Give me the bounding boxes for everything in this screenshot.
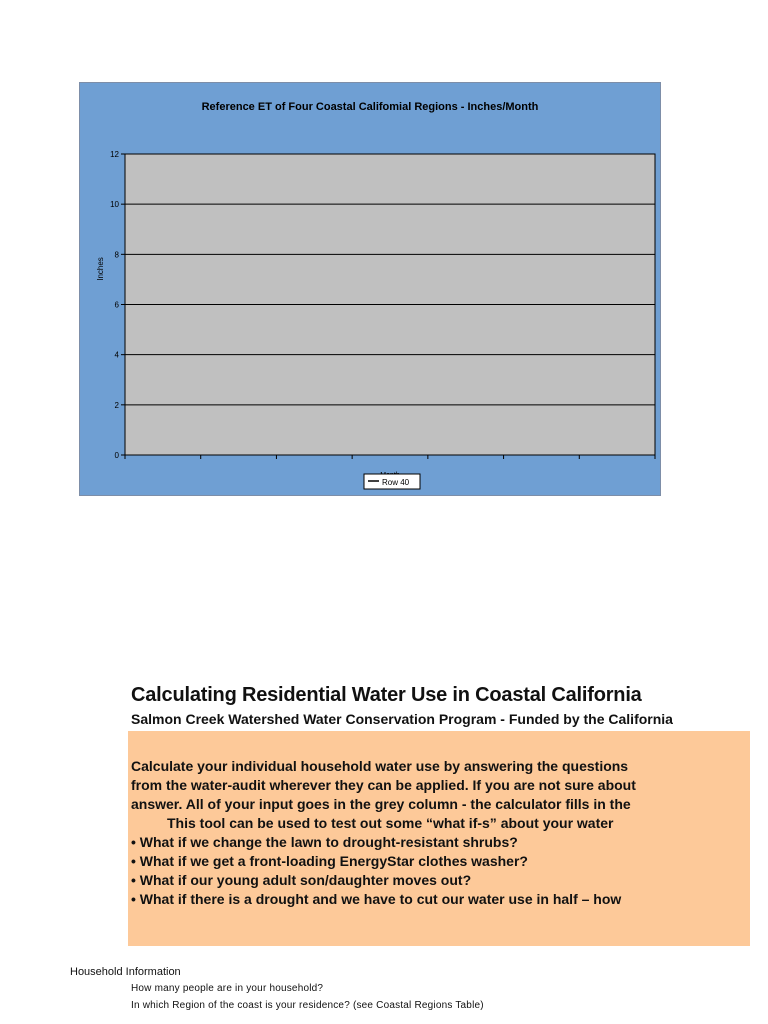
bullet-item: • What if we change the lawn to drought-resistant shrubs?: [131, 834, 518, 850]
page-subtitle: Salmon Creek Watershed Water Conservation Program - Funded by the California: [131, 711, 673, 727]
y-tick-label: 10: [110, 200, 119, 210]
y-tick-label: 4: [114, 350, 119, 360]
y-axis-label: Inches: [96, 257, 105, 281]
household-heading: Household Information: [70, 966, 181, 978]
bullet-item: • What if there is a drought and we have to cut our water use in half – how: [131, 891, 622, 907]
household-question: In which Region of the coast is your residence? (see Coastal Regions Table): [131, 1000, 484, 1011]
intro-text: [131, 757, 690, 909]
y-tick-label: 8: [114, 250, 119, 260]
intro-line: answer. All of your input goes in the grey column - the calculator fills in the: [131, 796, 631, 812]
y-tick-label: 2: [114, 400, 119, 410]
chart-title: Reference ET of Four Coastal Califomial Regions - Inches/Month: [201, 101, 539, 113]
intro-line: This tool can be used to test out some “what if-s” about your water: [167, 815, 614, 831]
intro-line: from the water-audit wherever they can be applied. If you are not sure about: [131, 777, 636, 793]
page-title: Calculating Residential Water Use in Coastal California: [131, 684, 642, 706]
household-question: How many people are in your household?: [131, 983, 324, 994]
legend-label: Row 40: [382, 478, 410, 487]
y-tick-label: 0: [114, 451, 119, 460]
bullet-item: • What if our young adult son/daughter moves out?: [131, 872, 472, 888]
bullet-item: • What if we get a front-loading EnergyStar clothes washer?: [131, 853, 528, 869]
intro-line: Calculate your individual household water use by answering the questions: [131, 758, 629, 774]
y-tick-label: 12: [110, 150, 119, 159]
intro-box: [128, 731, 750, 946]
y-tick-label: 6: [114, 300, 119, 310]
